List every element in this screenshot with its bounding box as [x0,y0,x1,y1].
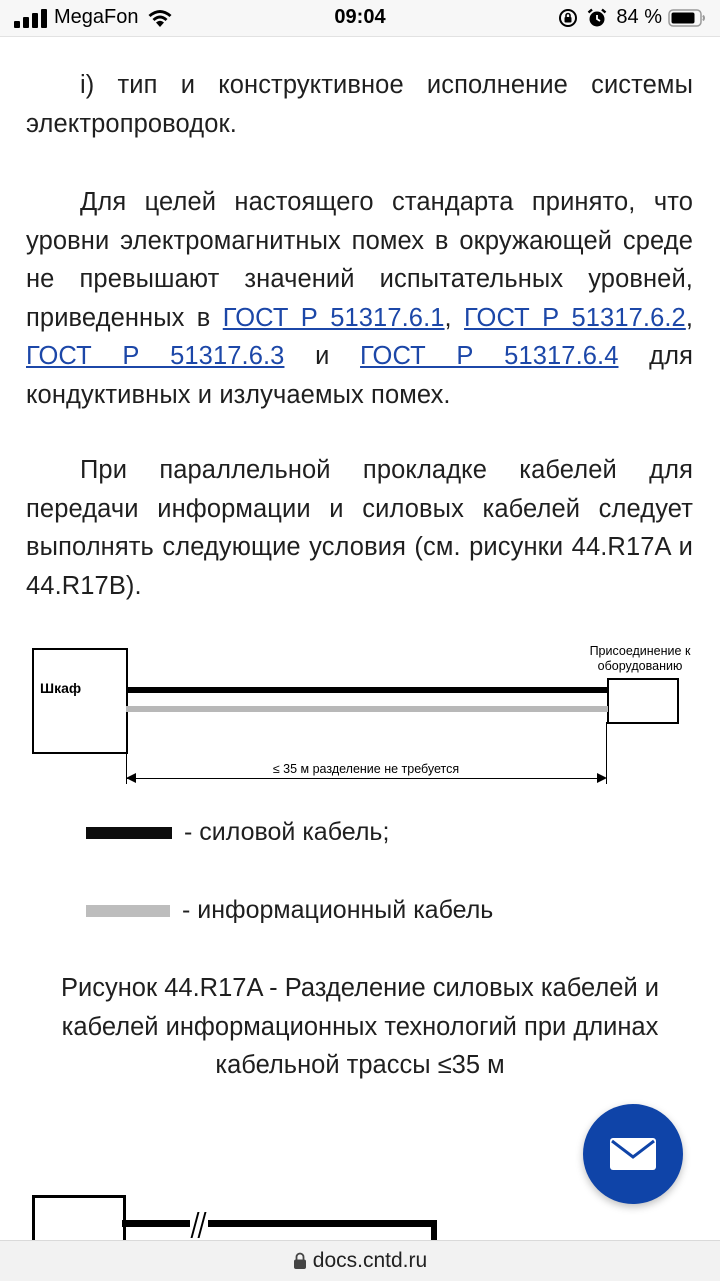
clock: 09:04 [334,6,386,28]
cable-separation-figure [26,636,696,786]
conjunction: и [284,342,361,370]
lock-icon [293,1252,307,1270]
orientation-lock-icon [558,8,578,28]
mail-button[interactable] [583,1104,683,1204]
paragraph-text: для кондуктивных и излучаемых помех. [26,342,693,409]
paragraph-text: Для целей настоящего стандарта принято, что уровни электромагнитных помех в окружающей среде не превышают значений испытательных уровней, приведенных в [26,188,693,332]
legend-power-label: - силовой кабель; [184,818,390,846]
cabinet-box [32,648,128,754]
paragraph-emc-levels [26,183,693,414]
gost-link-6-1[interactable]: ГОСТ Р 51317.6.1 [222,303,445,332]
status-right [558,6,706,29]
mail-icon [610,1138,656,1170]
power-cable-line [126,687,608,693]
power-cable-swatch [86,827,172,839]
equipment-label: Присоединение к оборудованию [589,644,691,673]
separator: , [444,303,465,332]
legend-info-label: - информационный кабель [182,896,494,924]
info-cable-line [126,706,608,712]
battery-icon [668,8,706,28]
alarm-icon [586,7,608,29]
info-cable-swatch [86,905,170,917]
gost-link-6-4[interactable]: ГОСТ Р 51317.6.4 [360,342,619,370]
legend-info-cable [86,896,493,925]
figure2-cable-line [122,1220,434,1227]
dimension-line [127,778,605,779]
gost-link-6-2[interactable]: ГОСТ Р 51317.6.2 [464,303,686,332]
paragraph-wiring-type: i) тип и конструктивное исполнение системы электропроводок. [26,71,693,138]
arrow-left-icon [126,773,136,783]
figure2-break-mark [190,1212,208,1238]
figure-caption: Рисунок 44.R17A - Разделение силовых кабелей и кабелей информационных технологий при длинах кабельной трассы ≤35 м [60,974,660,1079]
url-bar[interactable] [0,1240,720,1281]
equipment-box [607,678,679,724]
arrow-right-icon [597,773,607,783]
status-bar [0,0,720,37]
separator: , [685,303,694,332]
carrier-name: MegaFon [54,6,139,28]
dimension-label: ≤ 35 м разделение не требуется [272,762,460,776]
paragraph-parallel-laying: При параллельной прокладке кабелей для передачи информации и силовых кабелей следует выполнять следующие условия (см. рисунки 44.R17A и 44.R17B). [26,456,693,600]
gost-link-6-3[interactable]: ГОСТ Р 51317.6.3 [26,342,285,370]
battery-percent: 84 % [616,6,662,28]
url-text: docs.cntd.ru [312,1249,428,1272]
cabinet-label: Шкаф [40,680,82,696]
legend-power-cable [86,818,389,847]
